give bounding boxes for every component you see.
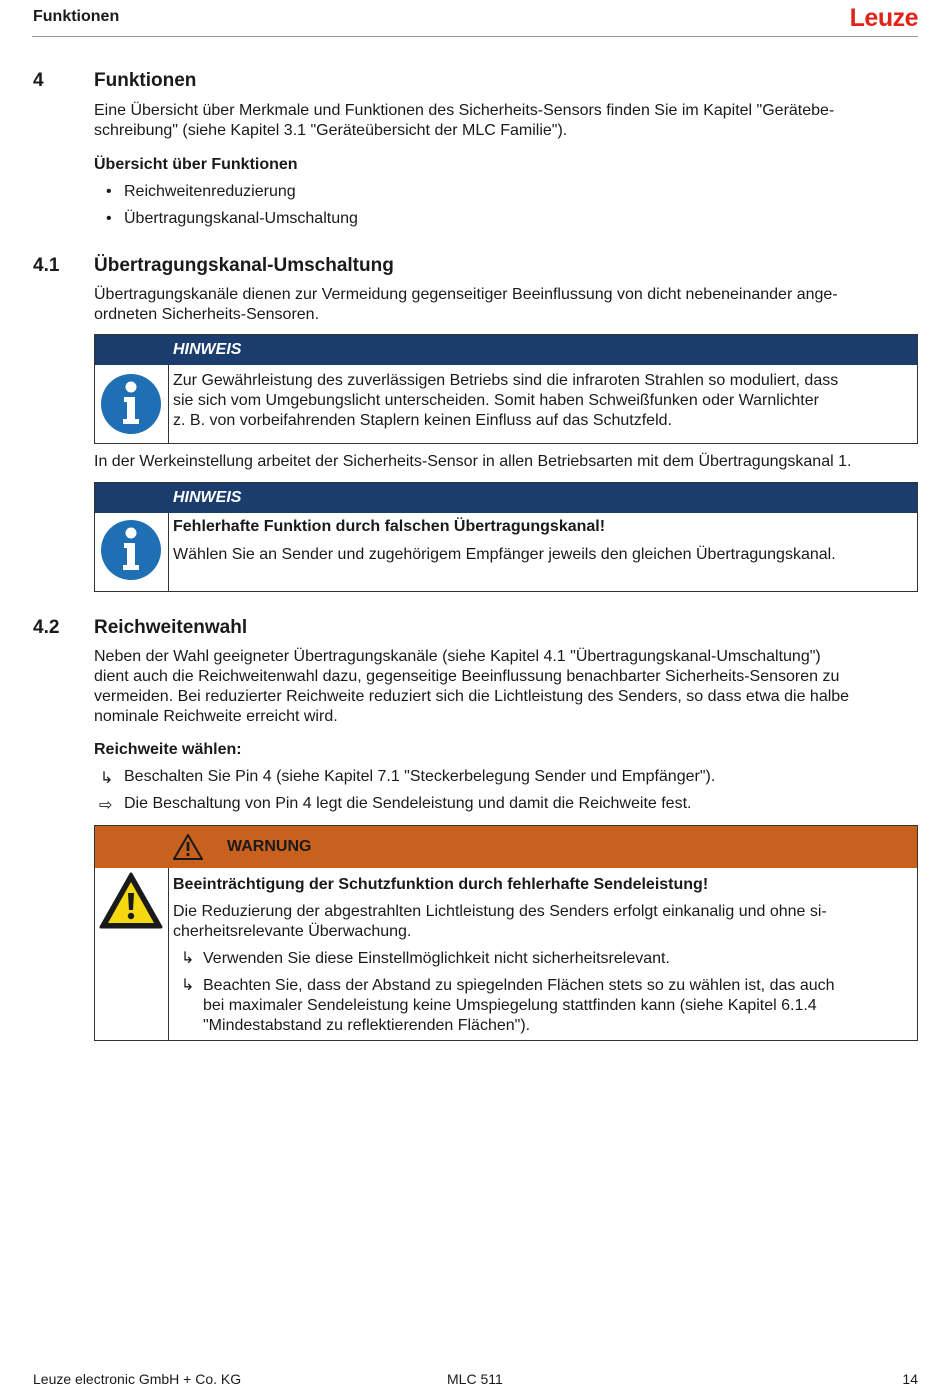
step-arrow-icon: ↳	[181, 977, 195, 994]
text-line: nominale Reichweite erreicht wird.	[94, 708, 338, 725]
text-line: Zur Gewährleistung des zuverlässigen Betriebs sind die infraroten Strahlen so moduliert, dass	[173, 372, 839, 389]
notice-text	[173, 365, 917, 439]
text-line: cherheitsrelevante Überwachung.	[173, 923, 412, 940]
section-number: 4.1	[33, 255, 60, 276]
step-arrow-icon: ↳	[100, 770, 114, 787]
overview-heading: Übersicht über Funktionen	[94, 156, 298, 173]
text-line: dient auch die Reichweitenwahl dazu, gegenseitige Beeinflussung benachbarter Sicherheits-Sensoren zu	[94, 668, 840, 685]
section-intro	[94, 101, 924, 141]
warning-triangle-icon	[99, 872, 163, 930]
list-item: Übertragungskanal-Umschaltung	[124, 210, 358, 227]
info-icon	[100, 519, 162, 581]
step-text: Verwenden Sie diese Einstellmöglichkeit nicht sicherheitsrelevant.	[203, 950, 670, 967]
section-paragraph	[94, 647, 924, 727]
procedure-heading: Reichweite wählen:	[94, 741, 242, 758]
text-line: bei maximaler Sendeleistung keine Umspiegelung stattfinden kann (siehe Kapitel 6.1.4	[203, 997, 817, 1014]
text-line: schreibung" (siehe Kapitel 3.1 "Geräteübersicht der MLC Familie").	[94, 122, 568, 139]
bullet-marker: •	[106, 210, 112, 227]
warning-triangle-icon	[173, 834, 203, 860]
text-line: Neben der Wahl geeigneter Übertragungskanäle (siehe Kapitel 4.1 "Übertragungskanal-Umschaltung")	[94, 648, 821, 665]
section-title: Reichweitenwahl	[94, 617, 248, 638]
section-number: 4.2	[33, 617, 60, 638]
procedure-result: Die Beschaltung von Pin 4 legt die Sendeleistung und damit die Reichweite fest.	[124, 795, 692, 812]
warning-box	[94, 825, 918, 1041]
default-setting-text: In der Werkeinstellung arbeitet der Sicherheits-Sensor in allen Betriebsarten mit dem Übertragungskanal 1.	[94, 453, 852, 470]
warning-step	[181, 976, 903, 1036]
section-number: 4	[33, 70, 44, 91]
footer-company: Leuze electronic GmbH + Co. KG	[33, 1371, 242, 1387]
notice-icon-cell	[95, 365, 169, 443]
running-header-title: Funktionen	[33, 8, 120, 25]
text-line: z. B. von vorbeifahrenden Staplern keinen Einfluss auf das Schutzfeld.	[173, 412, 672, 429]
warning-icon-cell	[95, 868, 169, 1040]
text-line: Eine Übersicht über Merkmale und Funktionen des Sicherheits-Sensors finden Sie im Kapitel "Gerätebe-	[94, 102, 835, 119]
section-title: Funktionen	[94, 70, 197, 91]
notice-title: Fehlerhafte Funktion durch falschen Übertragungskanal!	[173, 518, 606, 535]
warning-step	[181, 949, 903, 969]
section-intro	[94, 285, 924, 325]
warning-label: WARNUNG	[227, 838, 312, 855]
notice-icon-cell	[95, 513, 169, 591]
text-line: Beachten Sie, dass der Abstand zu spiegelnden Flächen stets so zu wählen ist, das auch	[203, 977, 835, 994]
notice-text	[173, 513, 917, 573]
header-rule	[32, 36, 918, 37]
warning-text	[173, 868, 917, 1044]
notice-label: HINWEIS	[95, 335, 917, 365]
info-icon	[100, 373, 162, 435]
text-line: ordneten Sicherheits-Sensoren.	[94, 306, 320, 323]
text-line: "Mindestabstand zu reflektierenden Flächen").	[203, 1017, 531, 1034]
notice-label: HINWEIS	[95, 483, 917, 513]
bullet-marker: •	[106, 183, 112, 200]
step-arrow-icon: ↳	[181, 950, 195, 967]
text-line: Die Reduzierung der abgestrahlten Lichtleistung des Senders erfolgt einkanalig und ohne si-	[173, 903, 827, 920]
text-line: sie sich vom Umgebungslicht unterscheiden. Somit haben Schweißfunken oder Warnlichter	[173, 392, 819, 409]
text-line: vermeiden. Bei reduzierter Reichweite reduziert sich die Lichtleistung des Senders, so dass etwa die halbe	[94, 688, 850, 705]
leuze-logo: Leuze	[849, 4, 918, 32]
list-item: Reichweitenreduzierung	[124, 183, 296, 200]
footer-product: MLC 511	[447, 1371, 503, 1387]
procedure-step: Beschalten Sie Pin 4 (siehe Kapitel 7.1 "Steckerbelegung Sender und Empfänger").	[124, 768, 716, 785]
step-text	[203, 976, 835, 1036]
warning-header	[95, 826, 917, 868]
notice-box	[94, 482, 918, 592]
text-line: Wählen Sie an Sender und zugehörigem Empfänger jeweils den gleichen Übertragungskanal.	[173, 546, 836, 563]
section-title: Übertragungskanal-Umschaltung	[94, 255, 394, 276]
warning-title: Beeinträchtigung der Schutzfunktion durch fehlerhafte Sendeleistung!	[173, 876, 709, 893]
text-line: Übertragungskanäle dienen zur Vermeidung gegenseitiger Beeinflussung von dicht nebeneinander ange-	[94, 286, 838, 303]
page-number: 14	[902, 1371, 918, 1387]
notice-box	[94, 334, 918, 444]
result-arrow-icon: ⇨	[99, 797, 113, 814]
